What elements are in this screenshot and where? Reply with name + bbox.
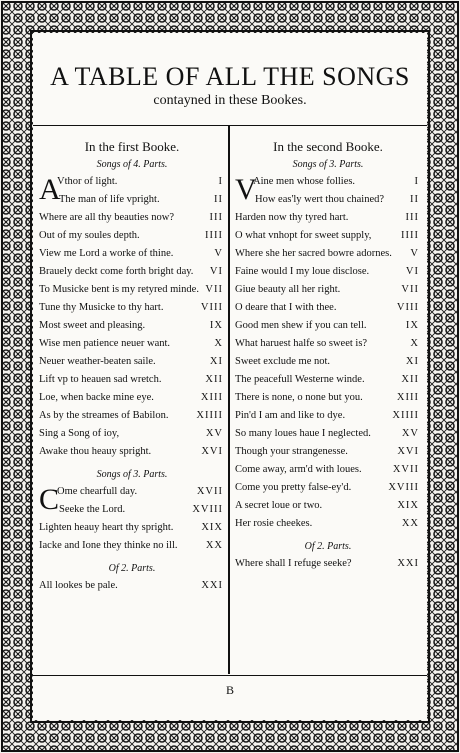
song-number: VIII — [200, 302, 223, 313]
song-row — [37, 227, 227, 245]
song-number: V — [214, 248, 223, 259]
song-number: III — [209, 212, 223, 223]
song-title: Aine men whose follies. — [253, 176, 356, 187]
song-title: Loe, when backe mine eye. — [39, 392, 154, 403]
song-title: As by the streames of Babilon. — [39, 410, 169, 421]
song-title: Harden now thy tyred hart. — [235, 212, 349, 223]
song-number: XVI — [201, 446, 223, 457]
song-title: Where are all thy beauties now? — [39, 212, 174, 223]
song-number: XXI — [397, 558, 419, 569]
song-title: Come away, arm'd with loues. — [235, 464, 362, 475]
song-row — [233, 371, 423, 389]
song-row — [37, 425, 227, 443]
song-row — [233, 353, 423, 371]
song-title: Iacke and Ione they thinke no ill. — [39, 540, 178, 551]
song-row — [37, 407, 227, 425]
song-title: Neuer weather-beaten saile. — [39, 356, 156, 367]
song-title: A secret loue or two. — [235, 500, 323, 511]
song-title: Where shall I refuge seeke? — [235, 558, 352, 569]
song-title: The peacefull Westerne winde. — [235, 374, 365, 385]
song-title: Though your strangenesse. — [235, 446, 348, 457]
song-number: X — [410, 338, 419, 349]
song-row — [37, 389, 227, 407]
section-heading: Of 2. Parts. — [108, 563, 156, 574]
song-row — [37, 537, 227, 555]
song-row — [233, 317, 423, 335]
song-number: VII — [401, 284, 419, 295]
song-title: View me Lord a worke of thine. — [39, 248, 174, 259]
song-row — [37, 353, 227, 371]
song-row — [37, 191, 227, 209]
song-number: V — [410, 248, 419, 259]
song-title: So many loues haue I neglected. — [235, 428, 371, 439]
song-title: Come you pretty false-ey'd. — [235, 482, 352, 493]
song-title: Vthor of light. — [57, 176, 118, 187]
drop-capital: C — [39, 483, 60, 516]
song-number: VI — [405, 266, 419, 277]
song-number: VI — [209, 266, 223, 277]
song-number: XIX — [201, 522, 223, 533]
song-number: XV — [205, 428, 223, 439]
column-divider — [228, 125, 230, 674]
song-row — [37, 263, 227, 281]
song-number: XVI — [397, 446, 419, 457]
song-number: XIII — [396, 392, 419, 403]
song-title: Giue beauty all her right. — [235, 284, 341, 295]
song-number: XVII — [392, 464, 419, 475]
song-row — [233, 263, 423, 281]
song-row — [233, 425, 423, 443]
song-title: Ome chearfull day. — [57, 486, 138, 497]
song-title: Tune thy Musicke to thy hart. — [39, 302, 164, 313]
song-row — [233, 443, 423, 461]
song-title: Her rosie cheekes. — [235, 518, 313, 529]
song-row — [37, 209, 227, 227]
song-number: IIII — [205, 230, 223, 241]
song-title: Brauely deckt come forth bright day. — [39, 266, 194, 277]
song-row — [233, 555, 423, 573]
song-row — [37, 519, 227, 537]
song-title: Lighten heauy heart thy spright. — [39, 522, 174, 533]
song-title: Faine would I my loue disclose. — [235, 266, 370, 277]
song-number: XI — [209, 356, 223, 367]
song-title: Most sweet and pleasing. — [39, 320, 146, 331]
song-row — [233, 515, 423, 533]
song-row — [37, 501, 227, 519]
song-row — [37, 245, 227, 263]
book-heading: In the second Booke. — [273, 139, 383, 154]
song-title: Lift vp to heauen sad wretch. — [39, 374, 162, 385]
song-number: XI — [405, 356, 419, 367]
section-heading: Songs of 3. Parts. — [96, 469, 168, 480]
song-number: I — [414, 176, 419, 187]
section-heading: Of 2. Parts. — [304, 541, 352, 552]
song-row — [37, 577, 227, 595]
song-number: XVIII — [192, 504, 223, 515]
signature-mark: B — [225, 683, 234, 697]
song-title: Out of my soules depth. — [39, 230, 140, 241]
song-row — [233, 281, 423, 299]
song-number: XII — [205, 374, 223, 385]
song-title: How eas'ly wert thou chained? — [255, 194, 385, 205]
song-row — [233, 245, 423, 263]
song-number: XVIII — [388, 482, 419, 493]
song-row — [37, 299, 227, 317]
song-number: X — [214, 338, 223, 349]
song-number: I — [218, 176, 223, 187]
song-number: XIIII — [392, 410, 419, 421]
drop-capital: V — [235, 173, 257, 206]
song-number: VIII — [396, 302, 419, 313]
song-number: IIII — [401, 230, 419, 241]
song-number: XII — [401, 374, 419, 385]
song-row — [233, 299, 423, 317]
song-number: XX — [205, 540, 223, 551]
song-title: What haruest halfe so sweet is? — [235, 338, 368, 349]
song-title: Sweet exclude me not. — [235, 356, 331, 367]
song-title: Seeke the Lord. — [59, 504, 126, 515]
song-title: O what vnhopt for sweet supply, — [235, 230, 372, 241]
song-number: IX — [405, 320, 419, 331]
song-row — [233, 461, 423, 479]
song-title: There is none, o none but you. — [235, 392, 363, 403]
song-row — [233, 191, 423, 209]
song-number: XIIII — [196, 410, 223, 421]
song-number: VII — [205, 284, 223, 295]
song-row — [37, 281, 227, 299]
table-panel — [33, 33, 427, 720]
song-row — [233, 497, 423, 515]
song-row — [233, 227, 423, 245]
song-number: XIX — [397, 500, 419, 511]
song-title: Awake thou heauy spright. — [39, 446, 152, 457]
page-title: A TABLE OF ALL THE SONGS — [50, 62, 410, 91]
song-number: XV — [401, 428, 419, 439]
song-title: O deare that I with thee. — [235, 302, 337, 313]
song-row — [233, 335, 423, 353]
song-title: Pin'd I am and like to dye. — [235, 410, 346, 421]
song-number: XX — [401, 518, 419, 529]
song-row — [37, 335, 227, 353]
song-number: XXI — [201, 580, 223, 591]
first-book-column — [37, 125, 227, 595]
song-number: XVII — [196, 486, 223, 497]
song-row — [233, 479, 423, 497]
song-number: II — [214, 194, 223, 205]
book-heading: In the first Booke. — [84, 139, 180, 154]
song-row — [233, 407, 423, 425]
song-number: XIII — [200, 392, 223, 403]
section-heading: Songs of 3. Parts. — [292, 159, 364, 170]
song-row — [37, 443, 227, 461]
second-book-column — [233, 125, 423, 573]
drop-capital: A — [39, 173, 61, 206]
song-number: III — [405, 212, 419, 223]
song-number: II — [410, 194, 419, 205]
song-number: IX — [209, 320, 223, 331]
section-heading: Songs of 4. Parts. — [96, 159, 168, 170]
song-row — [233, 209, 423, 227]
title-block — [33, 63, 427, 109]
song-title: To Musicke bent is my retyred minde. — [39, 284, 199, 295]
song-title: All lookes be pale. — [39, 580, 118, 591]
page-subtitle: contayned in these Bookes. — [153, 93, 307, 108]
song-row — [233, 389, 423, 407]
song-title: The man of life vpright. — [59, 194, 160, 205]
song-row — [37, 371, 227, 389]
song-row — [37, 317, 227, 335]
song-title: Wise men patience neuer want. — [39, 338, 171, 349]
song-title: Where she her sacred bowre adornes. — [235, 248, 392, 259]
song-title: Sing a Song of ioy, — [39, 428, 120, 439]
song-title: Good men shew if you can tell. — [235, 320, 367, 331]
